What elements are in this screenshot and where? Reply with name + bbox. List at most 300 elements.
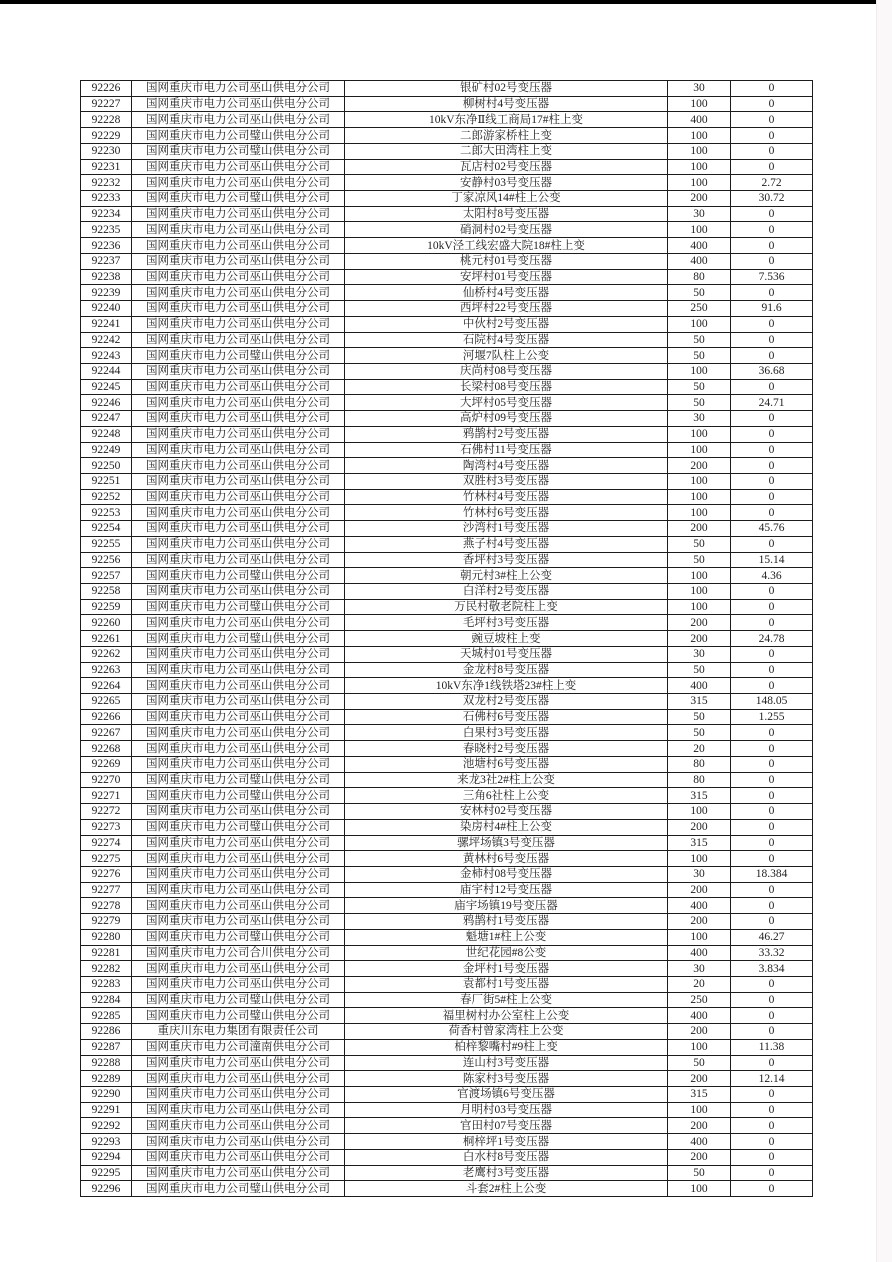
value-cell: 0 bbox=[731, 489, 813, 505]
value-cell: 0 bbox=[731, 442, 813, 458]
company-cell: 国网重庆市电力公司巫山供电分公司 bbox=[132, 709, 345, 725]
company-cell: 国网重庆市电力公司巫山供电分公司 bbox=[132, 584, 345, 600]
row-id-cell: 92226 bbox=[81, 81, 132, 97]
row-id-cell: 92239 bbox=[81, 285, 132, 301]
row-id-cell: 92263 bbox=[81, 662, 132, 678]
company-cell: 国网重庆市电力公司璧山供电分公司 bbox=[132, 631, 345, 647]
value-cell: 15.14 bbox=[731, 552, 813, 568]
table-row bbox=[81, 646, 813, 662]
capacity-cell: 50 bbox=[668, 662, 731, 678]
row-id-cell: 92255 bbox=[81, 536, 132, 552]
table-row bbox=[81, 1008, 813, 1024]
table-row bbox=[81, 898, 813, 914]
company-cell: 国网重庆市电力公司璧山供电分公司 bbox=[132, 819, 345, 835]
row-id-cell: 92229 bbox=[81, 128, 132, 144]
device-name-cell: 沙湾村1号变压器 bbox=[345, 521, 668, 537]
row-id-cell: 92258 bbox=[81, 584, 132, 600]
table-row bbox=[81, 694, 813, 710]
row-id-cell: 92266 bbox=[81, 709, 132, 725]
row-id-cell: 92243 bbox=[81, 348, 132, 364]
company-cell: 重庆川东电力集团有限责任公司 bbox=[132, 1024, 345, 1040]
company-cell: 国网重庆市电力公司巫山供电分公司 bbox=[132, 489, 345, 505]
row-id-cell: 92261 bbox=[81, 631, 132, 647]
row-id-cell: 92283 bbox=[81, 976, 132, 992]
row-id-cell: 92259 bbox=[81, 599, 132, 615]
company-cell: 国网重庆市电力公司璧山供电分公司 bbox=[132, 772, 345, 788]
value-cell: 0 bbox=[731, 1149, 813, 1165]
value-cell: 0 bbox=[731, 143, 813, 159]
table-row bbox=[81, 662, 813, 678]
capacity-cell: 100 bbox=[668, 473, 731, 489]
device-name-cell: 西坪村22号变压器 bbox=[345, 301, 668, 317]
value-cell: 0 bbox=[731, 505, 813, 521]
value-cell: 0 bbox=[731, 772, 813, 788]
company-cell: 国网重庆市电力公司璧山供电分公司 bbox=[132, 1181, 345, 1197]
value-cell: 0 bbox=[731, 725, 813, 741]
capacity-cell: 100 bbox=[668, 1039, 731, 1055]
table-row bbox=[81, 1149, 813, 1165]
capacity-cell: 200 bbox=[668, 458, 731, 474]
value-cell: 0 bbox=[731, 1181, 813, 1197]
row-id-cell: 92279 bbox=[81, 914, 132, 930]
value-cell: 0 bbox=[731, 222, 813, 238]
table-row bbox=[81, 426, 813, 442]
company-cell: 国网重庆市电力公司巫山供电分公司 bbox=[132, 1165, 345, 1181]
company-cell: 国网重庆市电力公司巫山供电分公司 bbox=[132, 253, 345, 269]
company-cell: 国网重庆市电力公司巫山供电分公司 bbox=[132, 238, 345, 254]
table-row bbox=[81, 615, 813, 631]
company-cell: 国网重庆市电力公司巫山供电分公司 bbox=[132, 332, 345, 348]
capacity-cell: 100 bbox=[668, 363, 731, 379]
row-id-cell: 92251 bbox=[81, 473, 132, 489]
value-cell: 0 bbox=[731, 898, 813, 914]
device-name-cell: 来龙3社2#柱上公变 bbox=[345, 772, 668, 788]
transformer-table bbox=[80, 80, 813, 1197]
device-name-cell: 毛坪村3号变压器 bbox=[345, 615, 668, 631]
row-id-cell: 92270 bbox=[81, 772, 132, 788]
value-cell: 3.834 bbox=[731, 961, 813, 977]
value-cell: 46.27 bbox=[731, 929, 813, 945]
row-id-cell: 92234 bbox=[81, 206, 132, 222]
device-name-cell: 石佛村11号变压器 bbox=[345, 442, 668, 458]
capacity-cell: 400 bbox=[668, 1134, 731, 1150]
value-cell: 45.76 bbox=[731, 521, 813, 537]
capacity-cell: 80 bbox=[668, 756, 731, 772]
device-name-cell: 朝元村3#柱上公变 bbox=[345, 568, 668, 584]
row-id-cell: 92227 bbox=[81, 96, 132, 112]
company-cell: 国网重庆市电力公司巫山供电分公司 bbox=[132, 866, 345, 882]
table-row bbox=[81, 332, 813, 348]
capacity-cell: 315 bbox=[668, 1087, 731, 1103]
value-cell: 0 bbox=[731, 662, 813, 678]
device-name-cell: 安林村02号变压器 bbox=[345, 804, 668, 820]
company-cell: 国网重庆市电力公司巫山供电分公司 bbox=[132, 175, 345, 191]
device-name-cell: 中伙村2号变压器 bbox=[345, 316, 668, 332]
row-id-cell: 92254 bbox=[81, 521, 132, 537]
row-id-cell: 92289 bbox=[81, 1071, 132, 1087]
device-name-cell: 柳树村4号变压器 bbox=[345, 96, 668, 112]
device-name-cell: 荷香村曾家湾柱上公变 bbox=[345, 1024, 668, 1040]
row-id-cell: 92287 bbox=[81, 1039, 132, 1055]
company-cell: 国网重庆市电力公司巫山供电分公司 bbox=[132, 206, 345, 222]
device-name-cell: 染房村4#柱上公变 bbox=[345, 819, 668, 835]
value-cell: 0 bbox=[731, 678, 813, 694]
table-row bbox=[81, 678, 813, 694]
capacity-cell: 80 bbox=[668, 269, 731, 285]
company-cell: 国网重庆市电力公司巫山供电分公司 bbox=[132, 269, 345, 285]
capacity-cell: 100 bbox=[668, 143, 731, 159]
capacity-cell: 400 bbox=[668, 1008, 731, 1024]
value-cell: 0 bbox=[731, 473, 813, 489]
table-row bbox=[81, 725, 813, 741]
value-cell: 0 bbox=[731, 835, 813, 851]
capacity-cell: 200 bbox=[668, 631, 731, 647]
device-name-cell: 仙桥村4号变压器 bbox=[345, 285, 668, 301]
company-cell: 国网重庆市电力公司巫山供电分公司 bbox=[132, 1102, 345, 1118]
company-cell: 国网重庆市电力公司璧山供电分公司 bbox=[132, 599, 345, 615]
row-id-cell: 92241 bbox=[81, 316, 132, 332]
row-id-cell: 92238 bbox=[81, 269, 132, 285]
table-row bbox=[81, 222, 813, 238]
capacity-cell: 100 bbox=[668, 851, 731, 867]
capacity-cell: 100 bbox=[668, 505, 731, 521]
device-name-cell: 池塘村6号变压器 bbox=[345, 756, 668, 772]
capacity-cell: 400 bbox=[668, 238, 731, 254]
device-name-cell: 二郎大田湾柱上变 bbox=[345, 143, 668, 159]
row-id-cell: 92286 bbox=[81, 1024, 132, 1040]
company-cell: 国网重庆市电力公司巫山供电分公司 bbox=[132, 521, 345, 537]
row-id-cell: 92291 bbox=[81, 1102, 132, 1118]
device-name-cell: 月明村03号变压器 bbox=[345, 1102, 668, 1118]
row-id-cell: 92247 bbox=[81, 411, 132, 427]
company-cell: 国网重庆市电力公司巫山供电分公司 bbox=[132, 1149, 345, 1165]
value-cell: 7.536 bbox=[731, 269, 813, 285]
company-cell: 国网重庆市电力公司巫山供电分公司 bbox=[132, 662, 345, 678]
capacity-cell: 50 bbox=[668, 395, 731, 411]
row-id-cell: 92281 bbox=[81, 945, 132, 961]
value-cell: 0 bbox=[731, 458, 813, 474]
value-cell: 0 bbox=[731, 348, 813, 364]
row-id-cell: 92257 bbox=[81, 568, 132, 584]
table-row bbox=[81, 1181, 813, 1197]
device-name-cell: 硝洞村02号变压器 bbox=[345, 222, 668, 238]
table-row bbox=[81, 521, 813, 537]
row-id-cell: 92295 bbox=[81, 1165, 132, 1181]
table-row bbox=[81, 709, 813, 725]
device-name-cell: 世纪花园#8公变 bbox=[345, 945, 668, 961]
capacity-cell: 100 bbox=[668, 316, 731, 332]
table-row bbox=[81, 1118, 813, 1134]
device-name-cell: 石院村4号变压器 bbox=[345, 332, 668, 348]
table-row bbox=[81, 756, 813, 772]
capacity-cell: 400 bbox=[668, 898, 731, 914]
device-name-cell: 柏梓黎嘴村#9柱上变 bbox=[345, 1039, 668, 1055]
value-cell: 0 bbox=[731, 379, 813, 395]
row-id-cell: 92245 bbox=[81, 379, 132, 395]
value-cell: 0 bbox=[731, 992, 813, 1008]
capacity-cell: 50 bbox=[668, 332, 731, 348]
row-id-cell: 92280 bbox=[81, 929, 132, 945]
device-name-cell: 金柿村08号变压器 bbox=[345, 866, 668, 882]
value-cell: 33.32 bbox=[731, 945, 813, 961]
device-name-cell: 春厂街5#柱上公变 bbox=[345, 992, 668, 1008]
capacity-cell: 20 bbox=[668, 976, 731, 992]
device-name-cell: 太阳村8号变压器 bbox=[345, 206, 668, 222]
company-cell: 国网重庆市电力公司巫山供电分公司 bbox=[132, 1134, 345, 1150]
table-row bbox=[81, 191, 813, 207]
row-id-cell: 92262 bbox=[81, 646, 132, 662]
row-id-cell: 92252 bbox=[81, 489, 132, 505]
company-cell: 国网重庆市电力公司巫山供电分公司 bbox=[132, 222, 345, 238]
table-row bbox=[81, 253, 813, 269]
company-cell: 国网重庆市电力公司巫山供电分公司 bbox=[132, 379, 345, 395]
value-cell: 0 bbox=[731, 536, 813, 552]
row-id-cell: 92282 bbox=[81, 961, 132, 977]
table-row bbox=[81, 285, 813, 301]
device-name-cell: 二郎游家桥柱上变 bbox=[345, 128, 668, 144]
table-row bbox=[81, 442, 813, 458]
table-row bbox=[81, 395, 813, 411]
row-id-cell: 92240 bbox=[81, 301, 132, 317]
table-row bbox=[81, 143, 813, 159]
capacity-cell: 50 bbox=[668, 1165, 731, 1181]
capacity-cell: 200 bbox=[668, 882, 731, 898]
company-cell: 国网重庆市电力公司巫山供电分公司 bbox=[132, 678, 345, 694]
table-row bbox=[81, 1024, 813, 1040]
row-id-cell: 92288 bbox=[81, 1055, 132, 1071]
capacity-cell: 30 bbox=[668, 206, 731, 222]
device-name-cell: 10kV泾工线宏盛大院18#柱上变 bbox=[345, 238, 668, 254]
device-name-cell: 丁家凉风14#柱上公变 bbox=[345, 191, 668, 207]
company-cell: 国网重庆市电力公司巫山供电分公司 bbox=[132, 646, 345, 662]
table-row bbox=[81, 804, 813, 820]
table-row bbox=[81, 489, 813, 505]
table-row bbox=[81, 316, 813, 332]
device-name-cell: 庙宇村12号变压器 bbox=[345, 882, 668, 898]
company-cell: 国网重庆市电力公司巫山供电分公司 bbox=[132, 505, 345, 521]
table-row bbox=[81, 269, 813, 285]
table-row bbox=[81, 363, 813, 379]
company-cell: 国网重庆市电力公司璧山供电分公司 bbox=[132, 788, 345, 804]
table-row bbox=[81, 301, 813, 317]
capacity-cell: 400 bbox=[668, 678, 731, 694]
table-row bbox=[81, 976, 813, 992]
capacity-cell: 30 bbox=[668, 411, 731, 427]
capacity-cell: 100 bbox=[668, 489, 731, 505]
row-id-cell: 92269 bbox=[81, 756, 132, 772]
table-row bbox=[81, 175, 813, 191]
table-row bbox=[81, 379, 813, 395]
table-row bbox=[81, 788, 813, 804]
value-cell: 2.72 bbox=[731, 175, 813, 191]
company-cell: 国网重庆市电力公司巫山供电分公司 bbox=[132, 615, 345, 631]
row-id-cell: 92273 bbox=[81, 819, 132, 835]
value-cell: 0 bbox=[731, 741, 813, 757]
row-id-cell: 92231 bbox=[81, 159, 132, 175]
capacity-cell: 30 bbox=[668, 81, 731, 97]
company-cell: 国网重庆市电力公司巫山供电分公司 bbox=[132, 898, 345, 914]
table-row bbox=[81, 961, 813, 977]
value-cell: 0 bbox=[731, 788, 813, 804]
device-name-cell: 白洋村2号变压器 bbox=[345, 584, 668, 600]
table-row bbox=[81, 1087, 813, 1103]
company-cell: 国网重庆市电力公司巫山供电分公司 bbox=[132, 1071, 345, 1087]
company-cell: 国网重庆市电力公司巫山供电分公司 bbox=[132, 1087, 345, 1103]
company-cell: 国网重庆市电力公司璧山供电分公司 bbox=[132, 143, 345, 159]
device-name-cell: 鸦鹊村2号变压器 bbox=[345, 426, 668, 442]
row-id-cell: 92285 bbox=[81, 1008, 132, 1024]
row-id-cell: 92271 bbox=[81, 788, 132, 804]
table-row bbox=[81, 929, 813, 945]
device-name-cell: 春晓村2号变压器 bbox=[345, 741, 668, 757]
value-cell: 0 bbox=[731, 96, 813, 112]
capacity-cell: 250 bbox=[668, 301, 731, 317]
company-cell: 国网重庆市电力公司巫山供电分公司 bbox=[132, 851, 345, 867]
company-cell: 国网重庆市电力公司巫山供电分公司 bbox=[132, 756, 345, 772]
table-row bbox=[81, 882, 813, 898]
company-cell: 国网重庆市电力公司璧山供电分公司 bbox=[132, 568, 345, 584]
row-id-cell: 92246 bbox=[81, 395, 132, 411]
capacity-cell: 400 bbox=[668, 112, 731, 128]
device-name-cell: 庆尚村08号变压器 bbox=[345, 363, 668, 379]
device-name-cell: 连山村3号变压器 bbox=[345, 1055, 668, 1071]
device-name-cell: 白水村8号变压器 bbox=[345, 1149, 668, 1165]
device-name-cell: 竹林村4号变压器 bbox=[345, 489, 668, 505]
capacity-cell: 100 bbox=[668, 804, 731, 820]
value-cell: 36.68 bbox=[731, 363, 813, 379]
device-name-cell: 鸦鹊村1号变压器 bbox=[345, 914, 668, 930]
capacity-cell: 100 bbox=[668, 222, 731, 238]
device-name-cell: 黄林村6号变压器 bbox=[345, 851, 668, 867]
table-row bbox=[81, 599, 813, 615]
company-cell: 国网重庆市电力公司巫山供电分公司 bbox=[132, 882, 345, 898]
capacity-cell: 100 bbox=[668, 568, 731, 584]
company-cell: 国网重庆市电力公司巫山供电分公司 bbox=[132, 112, 345, 128]
table-row bbox=[81, 128, 813, 144]
company-cell: 国网重庆市电力公司巫山供电分公司 bbox=[132, 804, 345, 820]
company-cell: 国网重庆市电力公司巫山供电分公司 bbox=[132, 442, 345, 458]
table-row bbox=[81, 206, 813, 222]
value-cell: 0 bbox=[731, 316, 813, 332]
device-name-cell: 安静村03号变压器 bbox=[345, 175, 668, 191]
table-row bbox=[81, 1165, 813, 1181]
company-cell: 国网重庆市电力公司璧山供电分公司 bbox=[132, 1008, 345, 1024]
row-id-cell: 92265 bbox=[81, 694, 132, 710]
device-name-cell: 老鹰村3号变压器 bbox=[345, 1165, 668, 1181]
value-cell: 0 bbox=[731, 128, 813, 144]
company-cell: 国网重庆市电力公司巫山供电分公司 bbox=[132, 81, 345, 97]
company-cell: 国网重庆市电力公司巫山供电分公司 bbox=[132, 552, 345, 568]
device-name-cell: 斗套2#柱上公变 bbox=[345, 1181, 668, 1197]
capacity-cell: 100 bbox=[668, 929, 731, 945]
table-row bbox=[81, 851, 813, 867]
capacity-cell: 200 bbox=[668, 1071, 731, 1087]
value-cell: 0 bbox=[731, 646, 813, 662]
value-cell: 0 bbox=[731, 1024, 813, 1040]
capacity-cell: 20 bbox=[668, 741, 731, 757]
device-name-cell: 瓦店村02号变压器 bbox=[345, 159, 668, 175]
value-cell: 0 bbox=[731, 253, 813, 269]
value-cell: 12.14 bbox=[731, 1071, 813, 1087]
capacity-cell: 200 bbox=[668, 615, 731, 631]
row-id-cell: 92264 bbox=[81, 678, 132, 694]
capacity-cell: 50 bbox=[668, 536, 731, 552]
table-row bbox=[81, 505, 813, 521]
row-id-cell: 92232 bbox=[81, 175, 132, 191]
table-row bbox=[81, 552, 813, 568]
company-cell: 国网重庆市电力公司巫山供电分公司 bbox=[132, 536, 345, 552]
value-cell: 0 bbox=[731, 804, 813, 820]
company-cell: 国网重庆市电力公司巫山供电分公司 bbox=[132, 741, 345, 757]
company-cell: 国网重庆市电力公司巫山供电分公司 bbox=[132, 976, 345, 992]
capacity-cell: 50 bbox=[668, 725, 731, 741]
row-id-cell: 92236 bbox=[81, 238, 132, 254]
row-id-cell: 92237 bbox=[81, 253, 132, 269]
row-id-cell: 92260 bbox=[81, 615, 132, 631]
device-name-cell: 石佛村6号变压器 bbox=[345, 709, 668, 725]
company-cell: 国网重庆市电力公司巫山供电分公司 bbox=[132, 411, 345, 427]
table-row bbox=[81, 945, 813, 961]
device-name-cell: 白果村3号变压器 bbox=[345, 725, 668, 741]
value-cell: 0 bbox=[731, 584, 813, 600]
table-row bbox=[81, 81, 813, 97]
row-id-cell: 92276 bbox=[81, 866, 132, 882]
value-cell: 0 bbox=[731, 1134, 813, 1150]
capacity-cell: 50 bbox=[668, 285, 731, 301]
capacity-cell: 50 bbox=[668, 348, 731, 364]
company-cell: 国网重庆市电力公司合川供电分公司 bbox=[132, 945, 345, 961]
row-id-cell: 92253 bbox=[81, 505, 132, 521]
capacity-cell: 400 bbox=[668, 253, 731, 269]
capacity-cell: 315 bbox=[668, 694, 731, 710]
value-cell: 0 bbox=[731, 914, 813, 930]
capacity-cell: 100 bbox=[668, 175, 731, 191]
device-name-cell: 三角6社柱上公变 bbox=[345, 788, 668, 804]
row-id-cell: 92233 bbox=[81, 191, 132, 207]
row-id-cell: 92235 bbox=[81, 222, 132, 238]
device-name-cell: 骡坪场镇3号变压器 bbox=[345, 835, 668, 851]
company-cell: 国网重庆市电力公司巫山供电分公司 bbox=[132, 835, 345, 851]
table-row bbox=[81, 1134, 813, 1150]
row-id-cell: 92296 bbox=[81, 1181, 132, 1197]
capacity-cell: 30 bbox=[668, 646, 731, 662]
device-name-cell: 庙宇场镇19号变压器 bbox=[345, 898, 668, 914]
table-row bbox=[81, 96, 813, 112]
table-row bbox=[81, 1039, 813, 1055]
value-cell: 0 bbox=[731, 1055, 813, 1071]
value-cell: 18.384 bbox=[731, 866, 813, 882]
table-row bbox=[81, 914, 813, 930]
capacity-cell: 200 bbox=[668, 914, 731, 930]
device-name-cell: 袁都村1号变压器 bbox=[345, 976, 668, 992]
device-name-cell: 河堰7队柱上公变 bbox=[345, 348, 668, 364]
value-cell: 0 bbox=[731, 285, 813, 301]
company-cell: 国网重庆市电力公司璧山供电分公司 bbox=[132, 348, 345, 364]
value-cell: 0 bbox=[731, 426, 813, 442]
device-name-cell: 10kV东净Ⅱ线工商局17#柱上变 bbox=[345, 112, 668, 128]
device-name-cell: 大坪村05号变压器 bbox=[345, 395, 668, 411]
value-cell: 0 bbox=[731, 1165, 813, 1181]
device-name-cell: 桐梓坪1号变压器 bbox=[345, 1134, 668, 1150]
device-name-cell: 长梁村08号变压器 bbox=[345, 379, 668, 395]
scan-edge-top bbox=[0, 0, 892, 4]
device-name-cell: 金坪村1号变压器 bbox=[345, 961, 668, 977]
company-cell: 国网重庆市电力公司璧山供电分公司 bbox=[132, 128, 345, 144]
company-cell: 国网重庆市电力公司璧山供电分公司 bbox=[132, 929, 345, 945]
value-cell: 0 bbox=[731, 159, 813, 175]
company-cell: 国网重庆市电力公司巫山供电分公司 bbox=[132, 694, 345, 710]
device-name-cell: 官渡场镇6号变压器 bbox=[345, 1087, 668, 1103]
